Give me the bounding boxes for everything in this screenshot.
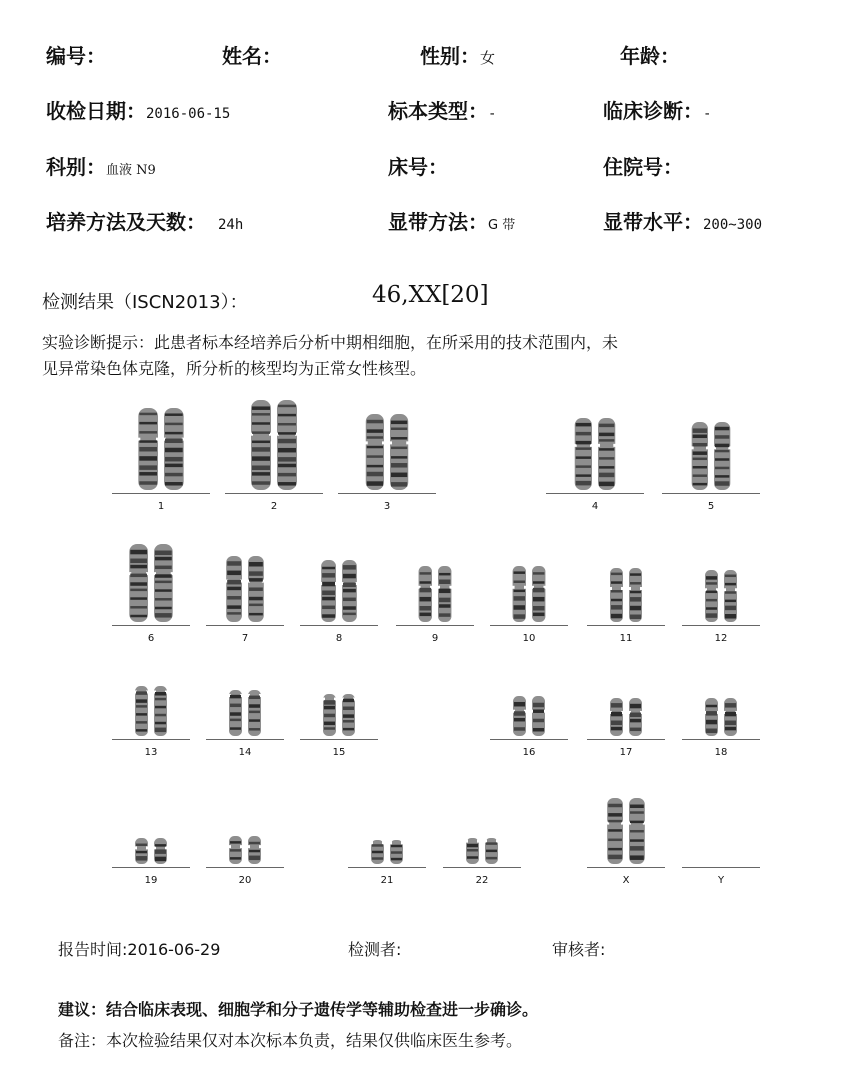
chromosome-image-5 xyxy=(662,393,760,493)
chromosome-image-19 xyxy=(112,767,190,867)
chromosome-pair-12 xyxy=(682,525,760,647)
remark-text: 备注：本次检验结果仅对本次标本负责，结果仅供临床医生参考。 xyxy=(58,1031,523,1050)
chromosome-image-12 xyxy=(682,525,760,625)
baseline-4 xyxy=(546,493,644,494)
chromosome-pair-9 xyxy=(396,525,474,647)
diagnosis-note-line1: 实验诊断提示：此患者标本经培养后分析中期相细胞，在所采用的技术范围内，未 xyxy=(42,333,619,352)
chromosome-label-10: 10 xyxy=(522,633,536,644)
baseline-16 xyxy=(490,739,568,740)
date-value: 2016-06-15 xyxy=(146,106,231,122)
baseline-X xyxy=(587,867,665,868)
baseline-1 xyxy=(112,493,210,494)
baseline-10 xyxy=(490,625,568,626)
level-field xyxy=(603,206,762,235)
chromosome-label-2: 2 xyxy=(270,501,278,512)
chromosome-pair-2 xyxy=(225,393,323,515)
chromosome-label-1: 1 xyxy=(157,501,165,512)
chromosome-label-X: X xyxy=(622,875,630,886)
chromosome-image-11 xyxy=(587,525,665,625)
chromosome-pair-20 xyxy=(206,767,284,889)
chromosome-image-2 xyxy=(225,393,323,493)
chromosome-pair-4 xyxy=(546,393,644,515)
dept-field xyxy=(46,151,156,180)
chromosome-label-8: 8 xyxy=(335,633,343,644)
baseline-2 xyxy=(225,493,323,494)
baseline-7 xyxy=(206,625,284,626)
reviewer-label: 审核者: xyxy=(552,940,606,959)
chromosome-pair-22 xyxy=(443,767,521,889)
chromosome-pair-6 xyxy=(112,525,190,647)
baseline-20 xyxy=(206,867,284,868)
chromosome-label-9: 9 xyxy=(431,633,439,644)
specimen-field xyxy=(388,95,496,124)
level-value: 200~300 xyxy=(703,217,763,233)
chromosome-pair-15 xyxy=(300,639,378,761)
chromosome-pair-21 xyxy=(348,767,426,889)
chromosome-label-3: 3 xyxy=(383,501,391,512)
baseline-11 xyxy=(587,625,665,626)
baseline-22 xyxy=(443,867,521,868)
report-time-value: 2016-06-29 xyxy=(127,940,221,959)
chromosome-image-6 xyxy=(112,525,190,625)
culture-value: 24h xyxy=(218,217,244,233)
baseline-12 xyxy=(682,625,760,626)
chromosome-label-5: 5 xyxy=(707,501,715,512)
chromosome-label-7: 7 xyxy=(241,633,249,644)
result-label: 检测结果（ISCN2013）： xyxy=(42,292,248,313)
chromosome-label-18: 18 xyxy=(714,747,728,758)
baseline-Y xyxy=(682,867,760,868)
chromosome-label-14: 14 xyxy=(238,747,252,758)
sex-value: 女 xyxy=(480,49,496,67)
chromosome-label-13: 13 xyxy=(144,747,158,758)
chromosome-pair-Y xyxy=(682,767,760,889)
diagnosis-value: - xyxy=(703,106,712,122)
report-time-label: 报告时间: xyxy=(58,940,128,959)
chromosome-label-21: 21 xyxy=(380,875,394,886)
baseline-17 xyxy=(587,739,665,740)
chromosome-image-8 xyxy=(300,525,378,625)
baseline-5 xyxy=(662,493,760,494)
chromosome-label-Y: Y xyxy=(717,875,725,886)
chromosome-label-17: 17 xyxy=(619,747,633,758)
chromosome-pair-X xyxy=(587,767,665,889)
chromosome-image-3 xyxy=(338,393,436,493)
chromosome-label-12: 12 xyxy=(714,633,728,644)
date-label: 收检日期： xyxy=(46,99,146,123)
baseline-8 xyxy=(300,625,378,626)
chromosome-pair-5 xyxy=(662,393,760,515)
baseline-19 xyxy=(112,867,190,868)
chromosome-pair-7 xyxy=(206,525,284,647)
baseline-6 xyxy=(112,625,190,626)
baseline-18 xyxy=(682,739,760,740)
id-label: 编号： xyxy=(46,44,106,68)
chromosome-pair-13 xyxy=(112,639,190,761)
chromosome-image-4 xyxy=(546,393,644,493)
banding-field xyxy=(388,206,515,235)
chromosome-pair-10 xyxy=(490,525,568,647)
dept-value: 血液 N9 xyxy=(106,163,156,178)
specimen-label: 标本类型： xyxy=(388,99,488,123)
chromosome-image-9 xyxy=(396,525,474,625)
specimen-value: - xyxy=(488,106,497,122)
baseline-21 xyxy=(348,867,426,868)
chromosome-image-17 xyxy=(587,639,665,739)
banding-label: 显带方法： xyxy=(388,210,488,234)
chromosome-pair-8 xyxy=(300,525,378,647)
result-value: 46,XX[20] xyxy=(372,282,489,308)
diagnosis-field xyxy=(603,95,711,124)
age-label: 年龄： xyxy=(620,44,680,68)
chromosome-pair-18 xyxy=(682,639,760,761)
baseline-13 xyxy=(112,739,190,740)
level-label: 显带水平： xyxy=(603,210,703,234)
chromosome-image-20 xyxy=(206,767,284,867)
banding-value: G 带 xyxy=(488,218,516,233)
diagnosis-label: 临床诊断： xyxy=(603,99,703,123)
tester-label: 检测者: xyxy=(348,940,402,959)
baseline-14 xyxy=(206,739,284,740)
chromosome-pair-17 xyxy=(587,639,665,761)
chromosome-label-15: 15 xyxy=(332,747,346,758)
chromosome-label-22: 22 xyxy=(475,875,489,886)
diagnosis-note-line2: 见异常染色体克隆，所分析的核型均为正常女性核型。 xyxy=(42,359,427,378)
chromosome-image-10 xyxy=(490,525,568,625)
chromosome-pair-14 xyxy=(206,639,284,761)
sex-field xyxy=(420,40,495,69)
chromosome-pair-3 xyxy=(338,393,436,515)
chromosome-image-7 xyxy=(206,525,284,625)
chromosome-image-21 xyxy=(348,767,426,867)
chromosome-label-6: 6 xyxy=(147,633,155,644)
advice-text: 建议：结合临床表现、细胞学和分子遗传学等辅助检查进一步确诊。 xyxy=(58,1000,539,1019)
chromosome-image-1 xyxy=(112,393,210,493)
baseline-9 xyxy=(396,625,474,626)
chromosome-image-14 xyxy=(206,639,284,739)
chromosome-pair-16 xyxy=(490,639,568,761)
name-label: 姓名： xyxy=(222,44,282,68)
report-time-field xyxy=(58,937,220,960)
dept-label: 科别： xyxy=(46,155,106,179)
date-field xyxy=(46,95,230,124)
chromosome-pair-1 xyxy=(112,393,210,515)
chromosome-label-20: 20 xyxy=(238,875,252,886)
chromosome-image-X xyxy=(587,767,665,867)
chromosome-image-18 xyxy=(682,639,760,739)
inpatient-label: 住院号： xyxy=(603,155,683,179)
chromosome-image-13 xyxy=(112,639,190,739)
baseline-3 xyxy=(338,493,436,494)
culture-label: 培养方法及天数： xyxy=(46,210,206,234)
bed-label: 床号： xyxy=(388,155,448,179)
chromosome-image-15 xyxy=(300,639,378,739)
chromosome-label-4: 4 xyxy=(591,501,599,512)
sex-label: 性别： xyxy=(420,44,480,68)
chromosome-image-16 xyxy=(490,639,568,739)
chromosome-pair-19 xyxy=(112,767,190,889)
chromosome-label-16: 16 xyxy=(522,747,536,758)
baseline-15 xyxy=(300,739,378,740)
chromosome-label-19: 19 xyxy=(144,875,158,886)
chromosome-image-22 xyxy=(443,767,521,867)
chromosome-label-11: 11 xyxy=(619,633,633,644)
chromosome-pair-11 xyxy=(587,525,665,647)
culture-field xyxy=(46,206,243,235)
